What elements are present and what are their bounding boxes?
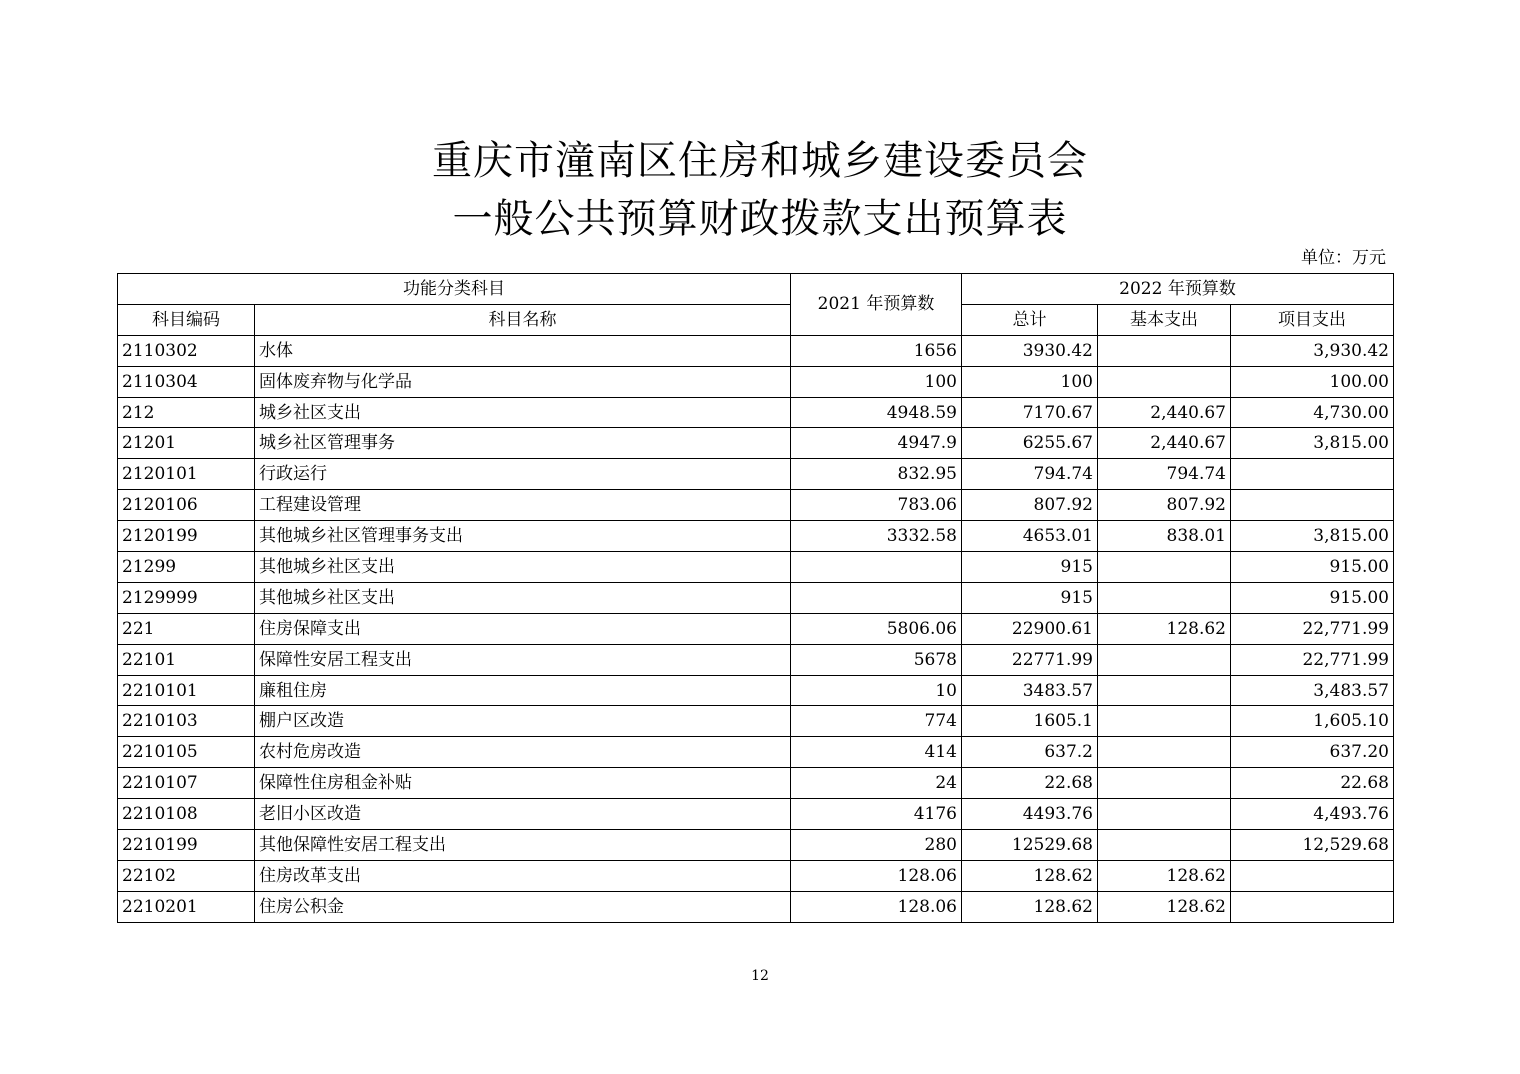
table-row <box>118 706 1394 737</box>
row-code: 221 <box>118 613 255 644</box>
row-basic <box>1098 335 1231 366</box>
row-code: 2210201 <box>118 891 255 922</box>
row-budget-2021: 4176 <box>791 799 962 830</box>
document-title-line2: 一般公共预算财政拨款支出预算表 <box>452 196 1068 242</box>
row-budget-2021: 3332.58 <box>791 521 962 552</box>
table-row <box>118 830 1394 861</box>
row-code: 2210101 <box>118 675 255 706</box>
row-code: 22102 <box>118 860 255 891</box>
header-row-1 <box>118 274 1394 305</box>
row-project <box>1231 891 1394 922</box>
row-project: 4,493.76 <box>1231 799 1394 830</box>
table-row <box>118 644 1394 675</box>
row-budget-2021: 783.06 <box>791 490 962 521</box>
row-basic: 838.01 <box>1098 521 1231 552</box>
row-project: 915.00 <box>1231 552 1394 583</box>
row-name: 其他城乡社区支出 <box>255 552 791 583</box>
row-basic: 2,440.67 <box>1098 428 1231 459</box>
row-code: 2110302 <box>118 335 255 366</box>
row-code: 2120106 <box>118 490 255 521</box>
row-code: 2210103 <box>118 706 255 737</box>
table-row <box>118 799 1394 830</box>
table-row <box>118 335 1394 366</box>
row-basic: 794.74 <box>1098 459 1231 490</box>
row-name: 工程建设管理 <box>255 490 791 521</box>
row-name: 行政运行 <box>255 459 791 490</box>
row-project: 637.20 <box>1231 737 1394 768</box>
row-code: 2210199 <box>118 830 255 861</box>
row-total: 637.2 <box>962 737 1098 768</box>
header-budget-2021: 2021 年预算数 <box>791 274 962 336</box>
row-code: 2210107 <box>118 768 255 799</box>
row-name: 住房保障支出 <box>255 613 791 644</box>
row-total: 794.74 <box>962 459 1098 490</box>
row-name: 棚户区改造 <box>255 706 791 737</box>
row-budget-2021: 10 <box>791 675 962 706</box>
row-total: 12529.68 <box>962 830 1098 861</box>
row-budget-2021: 774 <box>791 706 962 737</box>
row-basic: 128.62 <box>1098 891 1231 922</box>
header-budget-2022: 2022 年预算数 <box>962 274 1394 305</box>
row-basic <box>1098 830 1231 861</box>
row-name: 其他城乡社区管理事务支出 <box>255 521 791 552</box>
row-project <box>1231 860 1394 891</box>
row-code: 21299 <box>118 552 255 583</box>
row-project: 1,605.10 <box>1231 706 1394 737</box>
row-total: 4653.01 <box>962 521 1098 552</box>
row-total: 1605.1 <box>962 706 1098 737</box>
row-name: 城乡社区支出 <box>255 397 791 428</box>
table-row <box>118 366 1394 397</box>
row-code: 212 <box>118 397 255 428</box>
row-project <box>1231 490 1394 521</box>
row-name: 保障性住房租金补贴 <box>255 768 791 799</box>
row-name: 保障性安居工程支出 <box>255 644 791 675</box>
row-basic <box>1098 582 1231 613</box>
row-budget-2021: 128.06 <box>791 891 962 922</box>
row-total: 100 <box>962 366 1098 397</box>
table-row <box>118 397 1394 428</box>
row-basic <box>1098 706 1231 737</box>
row-total: 128.62 <box>962 891 1098 922</box>
row-budget-2021: 24 <box>791 768 962 799</box>
row-total: 6255.67 <box>962 428 1098 459</box>
row-basic <box>1098 768 1231 799</box>
table-row <box>118 860 1394 891</box>
row-budget-2021: 4947.9 <box>791 428 962 459</box>
header-code: 科目编码 <box>118 304 255 335</box>
header-function-category: 功能分类科目 <box>118 274 791 305</box>
row-total: 3930.42 <box>962 335 1098 366</box>
row-code: 21201 <box>118 428 255 459</box>
row-budget-2021: 832.95 <box>791 459 962 490</box>
row-basic <box>1098 799 1231 830</box>
row-budget-2021: 5806.06 <box>791 613 962 644</box>
row-name: 其他保障性安居工程支出 <box>255 830 791 861</box>
row-name: 农村危房改造 <box>255 737 791 768</box>
table-row <box>118 613 1394 644</box>
row-project <box>1231 459 1394 490</box>
row-basic: 807.92 <box>1098 490 1231 521</box>
row-name: 住房改革支出 <box>255 860 791 891</box>
table-row <box>118 428 1394 459</box>
row-project: 3,815.00 <box>1231 428 1394 459</box>
table-row <box>118 675 1394 706</box>
row-total: 22.68 <box>962 768 1098 799</box>
row-total: 3483.57 <box>962 675 1098 706</box>
row-name: 其他城乡社区支出 <box>255 582 791 613</box>
row-project: 22.68 <box>1231 768 1394 799</box>
row-name: 老旧小区改造 <box>255 799 791 830</box>
row-total: 128.62 <box>962 860 1098 891</box>
row-code: 2129999 <box>118 582 255 613</box>
row-budget-2021 <box>791 552 962 583</box>
row-budget-2021: 5678 <box>791 644 962 675</box>
row-project: 22,771.99 <box>1231 613 1394 644</box>
row-basic <box>1098 366 1231 397</box>
table-row <box>118 737 1394 768</box>
row-budget-2021: 4948.59 <box>791 397 962 428</box>
row-basic: 2,440.67 <box>1098 397 1231 428</box>
header-name: 科目名称 <box>255 304 791 335</box>
header-basic: 基本支出 <box>1098 304 1231 335</box>
page-number: 12 <box>751 968 769 984</box>
row-budget-2021: 280 <box>791 830 962 861</box>
row-project: 3,815.00 <box>1231 521 1394 552</box>
table-row <box>118 521 1394 552</box>
unit-label: 单位：万元 <box>1301 248 1386 268</box>
header-row-2 <box>118 304 1394 335</box>
row-project: 12,529.68 <box>1231 830 1394 861</box>
row-budget-2021: 414 <box>791 737 962 768</box>
document-title-line1: 重庆市潼南区住房和城乡建设委员会 <box>432 138 1088 184</box>
row-total: 4493.76 <box>962 799 1098 830</box>
row-code: 2210105 <box>118 737 255 768</box>
row-project: 22,771.99 <box>1231 644 1394 675</box>
row-name: 住房公积金 <box>255 891 791 922</box>
budget-table <box>117 273 1394 923</box>
row-budget-2021: 128.06 <box>791 860 962 891</box>
header-project: 项目支出 <box>1231 304 1394 335</box>
row-basic: 128.62 <box>1098 613 1231 644</box>
row-code: 2120101 <box>118 459 255 490</box>
row-budget-2021 <box>791 582 962 613</box>
table-row <box>118 490 1394 521</box>
row-code: 2120199 <box>118 521 255 552</box>
row-total: 22900.61 <box>962 613 1098 644</box>
row-basic <box>1098 552 1231 583</box>
row-budget-2021: 1656 <box>791 335 962 366</box>
row-total: 7170.67 <box>962 397 1098 428</box>
row-basic <box>1098 644 1231 675</box>
row-total: 915 <box>962 582 1098 613</box>
row-name: 水体 <box>255 335 791 366</box>
table-row <box>118 768 1394 799</box>
row-project: 4,730.00 <box>1231 397 1394 428</box>
row-project: 915.00 <box>1231 582 1394 613</box>
row-name: 固体废弃物与化学品 <box>255 366 791 397</box>
row-code: 22101 <box>118 644 255 675</box>
row-total: 915 <box>962 552 1098 583</box>
header-total: 总计 <box>962 304 1098 335</box>
table-row <box>118 552 1394 583</box>
row-project: 100.00 <box>1231 366 1394 397</box>
row-project: 3,930.42 <box>1231 335 1394 366</box>
row-name: 廉租住房 <box>255 675 791 706</box>
row-basic: 128.62 <box>1098 860 1231 891</box>
table-row <box>118 582 1394 613</box>
table-row <box>118 891 1394 922</box>
row-basic <box>1098 737 1231 768</box>
row-code: 2210108 <box>118 799 255 830</box>
row-budget-2021: 100 <box>791 366 962 397</box>
row-total: 22771.99 <box>962 644 1098 675</box>
row-project: 3,483.57 <box>1231 675 1394 706</box>
budget-table-body <box>118 335 1394 922</box>
row-total: 807.92 <box>962 490 1098 521</box>
table-row <box>118 459 1394 490</box>
row-basic <box>1098 675 1231 706</box>
row-name: 城乡社区管理事务 <box>255 428 791 459</box>
row-code: 2110304 <box>118 366 255 397</box>
